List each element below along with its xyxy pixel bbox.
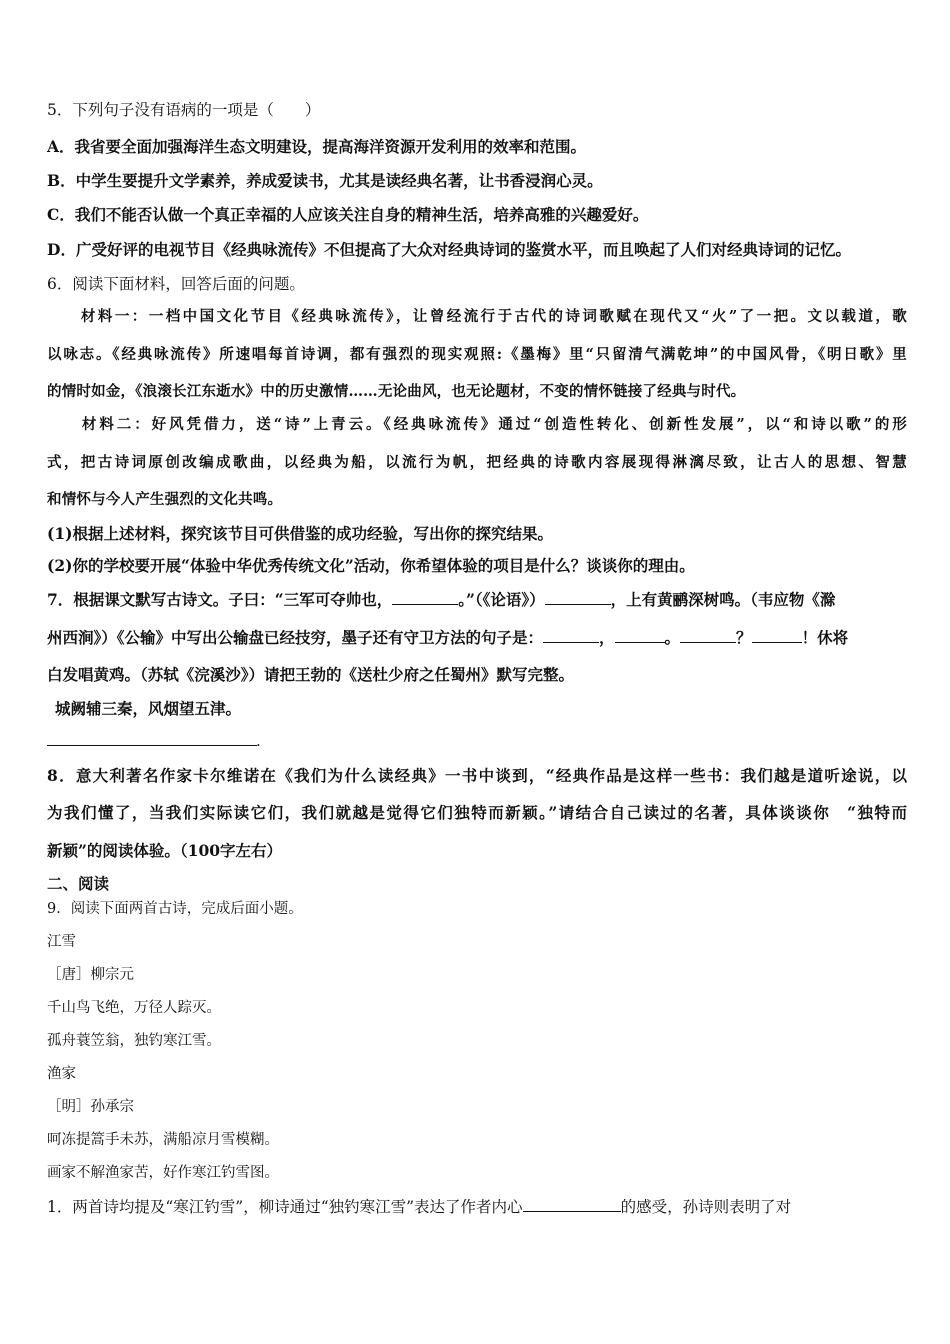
q9-text: 1．两首诗均提及“寒江钓雪”，柳诗通过“独钓寒江雪”表达了作者内心 <box>47 1198 523 1216</box>
q7-line-1 <box>47 590 907 610</box>
q6-subquestion-1: (1)根据上述材料，探究该节目可供借鉴的成功经验，写出你的探究结果。 <box>47 524 553 543</box>
q8-line: 为我们懂了，当我们实际读它们，我们就越是觉得它们独特而新颖。”请结合自己读过的名著，具体谈谈你 “独特而 <box>47 803 907 822</box>
q7-line-3: 白发唱黄鸡。（苏轼《浣溪沙》）请把王勃的《送杜少府之任蜀州》默写完整。 <box>47 665 575 684</box>
poem2-title: 渔家 <box>47 1066 76 1082</box>
answer-blank[interactable] <box>752 628 802 643</box>
q6-material1-line: 以咏志。《经典咏流传》所速唱每首诗调，都有强烈的现实观照:《墨梅》里“只留清气满乾坤”的中国风骨，《明日歌》里 <box>47 346 907 363</box>
q6-material1-line: 材料一：一档中国文化节目《经典咏流传》，让曾经流行于古代的诗词歌赋在现代又“火”了一把。文以载道，歌 <box>47 308 907 325</box>
q7-text: ，上有黄鹂深树鸣。（韦应物《滁 <box>610 590 836 609</box>
answer-blank[interactable] <box>523 1197 621 1212</box>
q7-line-2 <box>47 628 907 648</box>
answer-blank[interactable] <box>615 628 665 643</box>
q6-material1-line: 的情时如金，《浪滚长江东逝水》中的历史激情……无论曲风，也无论题材，不变的情怀链接了经典与时代。 <box>47 383 746 400</box>
q7-text: ！休将 <box>801 628 849 647</box>
q7-text: ？ <box>736 628 752 647</box>
answer-blank-long[interactable] <box>47 745 257 746</box>
q7-poem-line: 城阙辅三秦，风烟望五津。 <box>55 699 242 718</box>
answer-blank[interactable] <box>545 590 611 605</box>
poem1-line: 千山鸟飞绝，万径人踪灭。 <box>47 1000 221 1016</box>
q6-material2-line: 和情怀与今人产生强烈的文化共鸣。 <box>47 491 283 508</box>
q5-option-a: A．我省要全面加强海洋生态文明建设，提高海洋资源开发利用的效率和范围。 <box>47 137 587 156</box>
section-heading: 二、阅读 <box>47 874 110 893</box>
q5-option-b: B．中学生要提升文学素养，养成爱读书，尤其是读经典名著，让书香浸润心灵。 <box>47 171 603 190</box>
q6-material2-line: 式，把古诗词原创改编成歌曲，以经典为船，以流行为帆，把经典的诗歌内容展现得淋漓尽致，让古人的思想、智慧 <box>47 454 907 471</box>
q6-subquestion-2: (2)你的学校要开展“体验中华优秀传统文化”活动，你希望体验的项目是什么？谈谈你的理由。 <box>47 556 695 575</box>
poem2-line: 画家不解渔家苦，好作寒江钓雪图。 <box>47 1165 279 1181</box>
q8-line: 8．意大利著名作家卡尔维诺在《我们为什么读经典》一书中谈到，“经典作品是这样一些书：我们越是道听途说，以 <box>47 766 907 785</box>
q9-subquestion-1 <box>47 1197 907 1217</box>
q7-text: ， <box>599 628 615 647</box>
poem1-title: 江雪 <box>47 934 76 950</box>
q6-stem: 6．阅读下面材料，回答后面的问题。 <box>47 275 305 293</box>
q8-line: 新颖”的阅读体验。（100字左右） <box>47 841 283 860</box>
q5-option-c: C．我们不能否认做一个真正幸福的人应该关注自身的精神生活，培养高雅的兴趣爱好。 <box>47 205 649 224</box>
answer-blank[interactable] <box>543 628 599 643</box>
q7-text: 。”（《论语》） <box>458 590 545 609</box>
answer-blank[interactable] <box>680 628 736 643</box>
answer-blank[interactable] <box>392 590 458 605</box>
q7-text: 7．根据课文默写古诗文。子曰：“三军可夺帅也， <box>47 590 393 609</box>
q9-text: 的感受，孙诗则表明了对 <box>620 1198 792 1216</box>
q5-option-d: D．广受好评的电视节目《经典咏流传》不但提高了大众对经典诗词的鉴赏水平，而且唤起了人们对经典诗词的记忆。 <box>47 240 851 259</box>
poem2-author: ［明］孙承宗 <box>47 1099 134 1115</box>
end-period: . <box>256 732 261 750</box>
q5-stem: 5．下列句子没有语病的一项是（ ） <box>47 101 321 119</box>
poem1-line: 孤舟蓑笠翁，独钓寒江雪。 <box>47 1033 221 1049</box>
q9-stem: 9．阅读下面两首古诗，完成后面小题。 <box>47 901 303 917</box>
q6-material2-line: 材料二：好风凭借力，送“诗”上青云。《经典咏流传》通过“创造性转化、创新性发展”，以“和诗以歌”的形 <box>47 416 907 433</box>
poem1-author: ［唐］柳宗元 <box>47 967 134 983</box>
poem2-line: 呵冻提篙手未苏，满船凉月雪模糊。 <box>47 1132 279 1148</box>
q7-text: 。 <box>664 628 681 647</box>
q7-text: 州西涧》）《公输》中写出公输盘已经技穷，墨子还有守卫方法的句子是： <box>47 628 544 647</box>
